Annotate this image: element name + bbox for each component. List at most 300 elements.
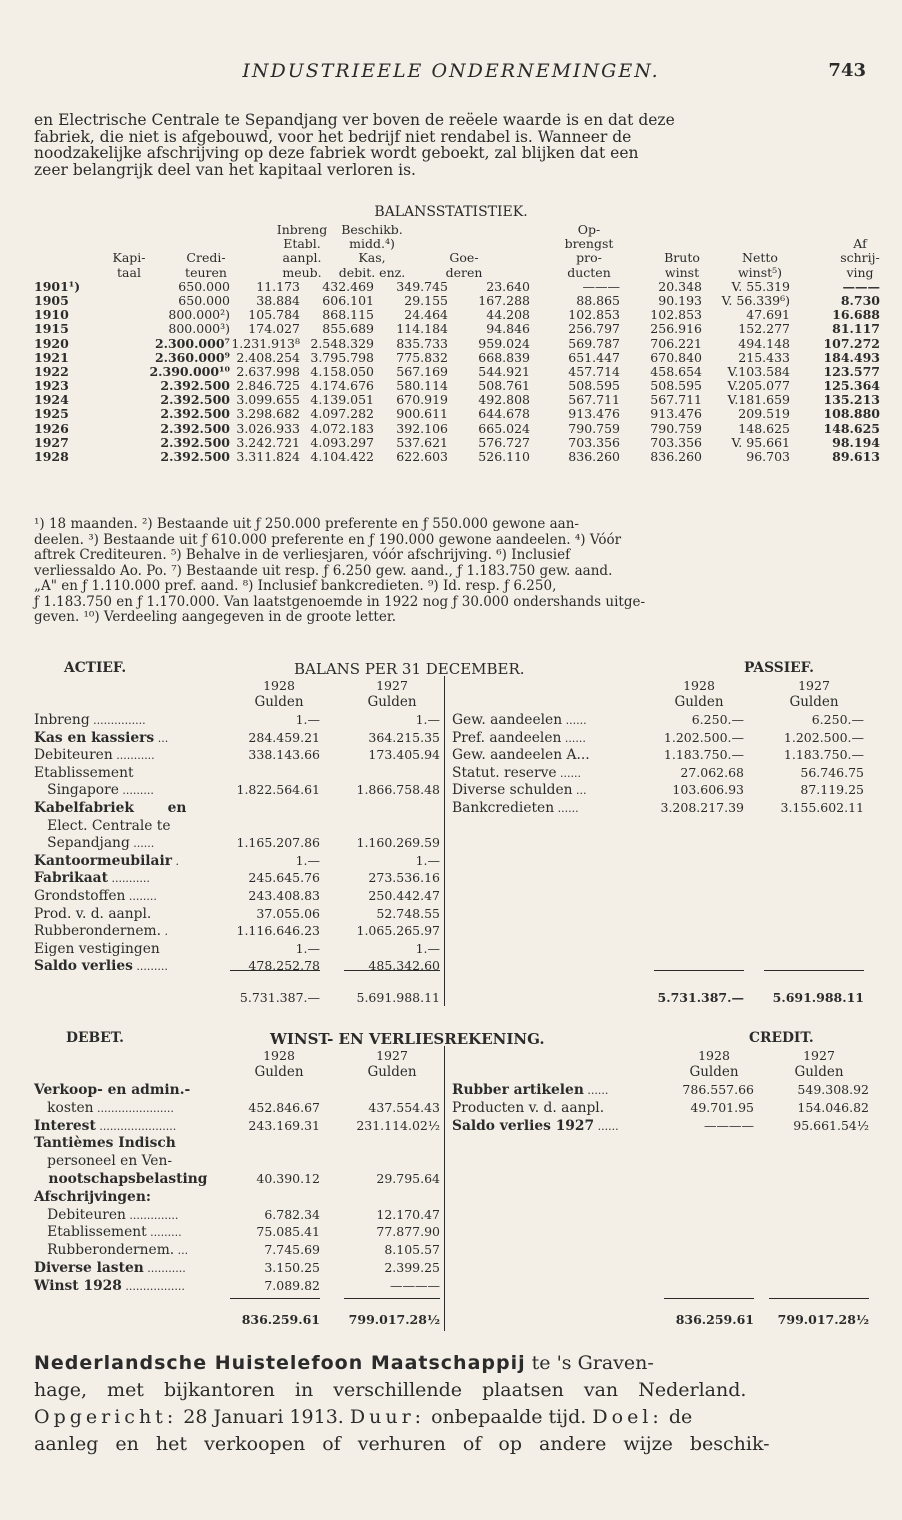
ledger-label-text: nootschapsbelasting (34, 1171, 208, 1187)
table-cell: 24.464 (404, 307, 448, 323)
year-head: 1928 (263, 678, 295, 693)
table-cell: 4.174.676 (310, 378, 374, 394)
ledger-label-text: Saldo verlies 1927 (452, 1117, 595, 1134)
ledger-label-text: Pref. aandeelen (452, 729, 562, 746)
table-cell: 508.761 (478, 378, 530, 394)
ledger-label-text: personeel en Ven- (34, 1153, 172, 1170)
column-header: Inbreng (276, 222, 328, 237)
year-head: 1927 (798, 678, 830, 693)
ledger-amount: 40.390.12 (256, 1171, 320, 1186)
ledger-label-text: Diverse schulden (452, 782, 573, 799)
table-cell: 3.311.824 (236, 449, 300, 464)
table-cell: 3.099.655 (236, 392, 300, 408)
column-header: Credi- (186, 250, 226, 266)
ledger-label (34, 870, 150, 886)
table-cell: 569.787 (568, 335, 620, 351)
table-cell: 706.221 (650, 335, 702, 351)
leader-dots: ......... (132, 960, 168, 974)
table-header-row (34, 250, 880, 264)
ledger-label-text: Grondstoffen (34, 888, 126, 904)
table-cell: 836.260 (568, 449, 620, 464)
column-header: ving (846, 264, 874, 280)
column-header: Af (853, 236, 867, 252)
leader-dots: ........... (143, 1262, 186, 1275)
ledger-label (34, 1171, 207, 1187)
column-header: Netto (742, 250, 778, 266)
table-cell: 23.640 (486, 278, 530, 294)
intro-line: fabriek, die niet is afgebouwd, voor het bedrijf niet rendabel is. Wanneer de (34, 127, 632, 146)
unit-head: Gulden (674, 694, 724, 710)
table-cell: 20.348 (658, 278, 702, 294)
ledger-amount: 243.408.83 (248, 888, 320, 903)
ledger-label (34, 1224, 182, 1240)
leader-dots: ...... (554, 802, 579, 815)
ledger-label-text: Winst 1928 (34, 1277, 122, 1294)
table-cell: V.181.659 (727, 392, 790, 408)
total-rule (344, 1298, 440, 1299)
total-rule (769, 1298, 869, 1299)
table-cell: 38.884 (256, 292, 300, 308)
table-cell: 537.621 (396, 434, 448, 450)
ledger-amount: 1.— (415, 712, 440, 727)
table-row (34, 435, 880, 449)
year-head: 1927 (376, 1048, 408, 1063)
column-header: meub. (282, 264, 322, 280)
year-cell: 1924 (34, 392, 69, 408)
table-cell: 89.613 (832, 449, 880, 464)
ledger-label-text: Eigen vestigingen (34, 940, 160, 957)
ledger-amount: 7.089.82 (264, 1277, 320, 1293)
leader-dots: . (161, 925, 169, 939)
table-cell: 508.595 (650, 378, 702, 394)
table-cell: 2.637.998 (236, 363, 300, 379)
table-cell: 790.759 (568, 420, 620, 436)
table-cell: 3.795.798 (310, 349, 374, 365)
ledger-amount: 1.116.646.23 (236, 923, 320, 939)
ledger-label-text: Gew. aandeelen A... (452, 747, 590, 764)
total-rule (230, 970, 320, 971)
leader-dots: . (172, 854, 179, 868)
ledger-label (34, 1278, 185, 1294)
ledger-label-text: Prod. v. d. aanpl. (34, 905, 152, 922)
ledger-amount: 1.866.758.48 (356, 782, 440, 798)
company-text: te 's Graven- (525, 1352, 654, 1374)
ledger-label (452, 1082, 608, 1098)
column-header: Etabl. (283, 236, 321, 252)
total-rule (344, 970, 440, 971)
column-header: debit. enz. (338, 264, 406, 280)
table-cell: 209.519 (738, 406, 790, 422)
ledger-label (452, 730, 586, 746)
column-header: ducten (567, 264, 611, 280)
leader-dots: ... (154, 731, 169, 745)
year-head: 1927 (376, 678, 408, 693)
ledger-label-text: Inbreng (34, 712, 90, 728)
ledger-amount: 478.252.78 (248, 958, 320, 974)
table-cell: 670.840 (650, 349, 702, 365)
table-cell: 107.272 (823, 335, 880, 351)
table-cell: 790.759 (650, 420, 702, 436)
table-cell: 148.625 (823, 420, 880, 436)
ledger-amount: 1.— (295, 712, 320, 727)
doel-value: de (662, 1406, 693, 1428)
leader-dots: ...... (556, 766, 582, 780)
table-cell: 47.691 (746, 307, 790, 323)
actief-heading: ACTIEF. (64, 660, 127, 676)
ledger-amount: 75.085.41 (256, 1224, 320, 1240)
year-cell: 1925 (34, 406, 69, 422)
table-cell: V.205.077 (727, 378, 790, 394)
ledger-label-text: Kabelfabriek en (34, 800, 187, 816)
table-cell: V. 55.319 (731, 278, 790, 294)
table-cell: 152.277 (738, 321, 790, 337)
table-cell: 11.173 (256, 278, 300, 294)
ledger-amount: ———— (390, 1277, 440, 1293)
ledger-label (34, 765, 134, 781)
table-cell: 913.476 (568, 406, 620, 422)
ledger-label-text: Debiteuren (34, 747, 113, 764)
table-cell: 868.115 (322, 307, 374, 323)
table-cell: 2.392.500 (160, 392, 230, 408)
ledger-label-text: Etablissement (34, 1224, 147, 1241)
ledger-label-text: Statut. reserve (452, 764, 557, 781)
table-cell: 392.106 (396, 420, 448, 436)
pl-total: 836.259.61 (241, 1312, 320, 1327)
table-cell: 4.097.282 (310, 406, 374, 422)
column-header: deren (445, 264, 483, 280)
ledger-label-text: Interest (34, 1117, 96, 1134)
table-cell: 526.110 (478, 449, 530, 464)
passief-heading: PASSIEF. (744, 660, 814, 676)
table-row (34, 406, 880, 420)
table-header-row (34, 265, 880, 279)
ledger-label-text: Kas en kassiers (34, 729, 155, 746)
year-cell: 1905 (34, 292, 69, 308)
footnote-line: ¹) 18 maanden. ²) Bestaande uit ƒ 250.000 preferente en ƒ 550.000 gewone aan- (34, 516, 579, 532)
ledger-label-text: kosten (34, 1099, 94, 1116)
table-cell: 102.853 (568, 307, 620, 323)
year-cell: 1928 (34, 449, 69, 464)
leader-dots: .............. (125, 1208, 179, 1222)
column-header: Beschikb. (341, 222, 403, 237)
unit-head: Gulden (254, 694, 304, 710)
table-cell: 668.839 (478, 349, 530, 365)
opgericht-value: 28 Januari 1913. (177, 1406, 350, 1428)
ledger-amount: 3.155.602.11 (780, 800, 864, 815)
ledger-label (34, 818, 171, 834)
year-head: 1928 (263, 1048, 295, 1063)
table-row (34, 293, 880, 307)
table-cell: 148.625 (738, 420, 790, 436)
table-cell: 135.213 (823, 392, 880, 408)
ledger-amount: 95.661.54½ (793, 1117, 869, 1133)
table-cell: 2.392.500 (160, 420, 230, 436)
table-cell: 2.408.254 (236, 349, 300, 365)
table-row (34, 321, 880, 335)
ledger-label (34, 712, 146, 728)
ledger-amount: 6.782.34 (264, 1206, 320, 1222)
ledger-amount: 1.— (415, 940, 440, 956)
ledger-label-text: Elect. Centrale te (34, 817, 171, 834)
page-number: 743 (828, 60, 866, 81)
ledger-amount: 1.065.265.97 (356, 923, 440, 939)
table-header-row (34, 222, 880, 236)
table-cell: 102.853 (650, 307, 702, 323)
ledger-label (452, 747, 590, 763)
total-rule (230, 1298, 320, 1299)
unit-head: Gulden (789, 694, 839, 710)
year-cell: 1901¹) (34, 278, 81, 294)
leader-dots: ...................... (95, 1119, 177, 1133)
unit-head: Gulden (254, 1064, 304, 1080)
table-row (34, 392, 880, 406)
ledger-amount: 284.459.21 (248, 729, 320, 745)
leader-dots: ...... (561, 731, 586, 745)
table-cell: 184.493 (823, 349, 880, 365)
table-cell: 114.184 (396, 321, 448, 337)
table-cell: 2.846.725 (236, 378, 300, 394)
table-cell: 644.678 (478, 406, 530, 422)
year-cell: 1921 (34, 349, 69, 365)
company-line: hage, met bijkantoren in verschillende plaatsen van Nederland. (34, 1379, 747, 1401)
table-cell: 4.093.297 (310, 434, 374, 450)
table-cell: 665.024 (478, 420, 530, 436)
ledger-amount: 56.746.75 (800, 764, 864, 780)
ledger-amount: ———— (704, 1117, 754, 1133)
ledger-amount: 549.308.92 (797, 1082, 869, 1097)
footnote-line: „A" en ƒ 1.110.000 pref. aand. ⁸) Inclusief bankcredieten. ⁹) Id. resp. ƒ 6.250, (34, 578, 557, 594)
ledger-label-text: Saldo verlies (34, 958, 133, 975)
ledger-amount: 250.442.47 (368, 888, 440, 903)
table-cell: 703.356 (568, 434, 620, 450)
year-cell: 1923 (34, 378, 69, 394)
company-line (34, 1404, 868, 1431)
column-header: winst (664, 264, 700, 280)
column-divider (444, 676, 445, 1006)
total-rule (664, 1298, 754, 1299)
table-cell: 567.711 (568, 392, 620, 408)
balans-statistiek-table (34, 222, 880, 463)
ledger-amount: 3.150.25 (264, 1260, 320, 1275)
intro-line: noodzakelijke afschrijving op deze fabriek wordt geboekt, zal blijken dat een (34, 144, 639, 162)
ledger-amount: 77.877.90 (376, 1224, 440, 1240)
table-cell: 174.027 (248, 321, 300, 337)
year-cell: 1927 (34, 434, 69, 450)
ledger-amount: 1.— (295, 852, 320, 868)
leader-dots: ...................... (93, 1101, 174, 1115)
ledger-amount: 1.183.750.— (783, 747, 864, 763)
leader-dots: ...... (562, 714, 587, 727)
footnote-line: geven. ¹⁰) Verdeeling aangegeven in de groote letter. (34, 609, 397, 625)
ledger-label-text: Fabrikaat (34, 870, 108, 887)
doel-label: Doel: (592, 1406, 663, 1428)
table-cell: 567.711 (650, 392, 702, 408)
table-cell: 2.548.329 (310, 335, 374, 351)
table-row (34, 279, 880, 293)
table-cell: 651.447 (568, 349, 620, 365)
ledger-label (34, 1100, 174, 1116)
leader-dots: ... (572, 784, 587, 798)
table-cell: 855.689 (322, 321, 374, 337)
total-rule (654, 970, 744, 971)
duur-value: onbepaalde tijd. (425, 1406, 593, 1428)
column-header: pro- (576, 250, 602, 266)
ledger-amount: 1.165.207.86 (236, 835, 320, 851)
intro-line: en Electrische Centrale te Sepandjang ver boven de reëele waarde is en dat deze (34, 111, 675, 129)
unit-head: Gulden (367, 1064, 417, 1080)
ledger-amount: 6.250.— (811, 712, 864, 727)
year-cell: 1915 (34, 321, 69, 337)
column-header: aanpl. (282, 250, 322, 266)
balance-total: 5.691.988.11 (772, 990, 864, 1005)
ledger-label (34, 1118, 176, 1134)
table-cell: V. 56.339⁶) (721, 292, 790, 308)
ledger-label (34, 1135, 176, 1151)
table-cell: 2.360.000⁹ (154, 349, 230, 365)
leader-dots: ... (174, 1244, 189, 1258)
company-line: aanleg en het verkoopen of verhuren of op andere wijze beschik- (34, 1433, 770, 1455)
ledger-label (452, 800, 579, 816)
table-cell: 900.611 (396, 406, 448, 422)
pl-total: 799.017.28½ (348, 1312, 440, 1327)
ledger-amount: 245.645.76 (248, 870, 320, 886)
table-row (34, 307, 880, 321)
ledger-label (34, 747, 155, 763)
footnote-line: verliessaldo Ao. Po. ⁷) Bestaande uit resp. ƒ 6.250 gew. aand., ƒ 1.183.750 gew. aand. (34, 562, 613, 579)
table-cell: 29.155 (404, 292, 448, 308)
ledger-label-text: Etablissement (34, 764, 134, 781)
balance-sheet (34, 660, 868, 1020)
ledger-label-text: Gew. aandeelen (452, 712, 563, 728)
table-cell: 349.745 (396, 278, 448, 294)
ledger-amount: 1.202.500.— (783, 729, 864, 745)
ledger-amount: 2.399.25 (384, 1260, 440, 1275)
table-row (34, 364, 880, 378)
ledger-label (452, 1118, 619, 1134)
ledger-label-text: Bankcredieten (452, 800, 555, 816)
column-header: teuren (185, 264, 227, 280)
table-cell: 81.117 (832, 321, 880, 337)
leader-dots: ...... (594, 1119, 619, 1133)
table-cell: V.103.584 (727, 363, 790, 379)
ledger-label (34, 1153, 172, 1169)
ledger-amount: 437.554.43 (368, 1099, 440, 1115)
table-cell: 1.231.913⁸ (231, 335, 300, 351)
ledger-label (452, 712, 587, 728)
ledger-label-text: Debiteuren (34, 1206, 126, 1223)
balance-total: 5.731.387.— (239, 990, 320, 1005)
ledger-amount: 8.105.57 (384, 1242, 440, 1258)
table-row (34, 449, 880, 463)
column-divider (444, 1046, 445, 1331)
column-header: schrij- (840, 250, 880, 266)
ledger-amount: 103.606.93 (672, 782, 744, 798)
balance-total: 5.731.387.— (657, 990, 744, 1005)
table-cell: 432.469 (322, 278, 374, 294)
ledger-amount: 154.046.82 (797, 1099, 869, 1115)
table-cell: 606.101 (322, 292, 374, 308)
footnotes (34, 517, 868, 626)
table-cell: 800.000²) (168, 307, 230, 323)
intro-paragraph (34, 112, 868, 178)
ledger-amount: 173.405.94 (368, 747, 440, 763)
ledger-amount: 1.822.564.61 (236, 782, 320, 798)
ledger-amount: 87.119.25 (800, 782, 864, 798)
ledger-label (34, 800, 186, 816)
ledger-amount: 3.208.217.39 (660, 800, 744, 815)
ledger-label (34, 1260, 186, 1276)
column-header: Bruto (664, 250, 700, 266)
table-row (34, 421, 880, 435)
year-head: 1927 (803, 1048, 835, 1063)
table-cell: 105.784 (248, 307, 300, 323)
ledger-amount: 49.701.95 (690, 1099, 754, 1115)
ledger-label (34, 906, 151, 922)
table-cell: 458.654 (650, 363, 702, 379)
profit-loss-title: WINST- EN VERLIESREKENING. (270, 1030, 545, 1048)
pl-total: 799.017.28½ (777, 1312, 869, 1327)
table-cell: 167.288 (478, 292, 530, 308)
leader-dots: ......... (118, 784, 154, 798)
ledger-label-text: Producten v. d. aanpl. (452, 1099, 605, 1116)
table-cell: 492.808 (478, 392, 530, 408)
company-name: Nederlandsche Huistelefoon Maatschappij (34, 1352, 526, 1374)
table-cell: 4.072.183 (310, 420, 374, 436)
table-cell: 494.148 (738, 335, 790, 351)
table-cell: 8.730 (840, 292, 880, 308)
ledger-label-text: Singapore (34, 782, 119, 799)
ledger-label (34, 853, 179, 869)
table-cell: 622.603 (396, 449, 448, 464)
table-cell: 3.298.682 (236, 406, 300, 422)
ledger-amount: 273.536.16 (368, 870, 440, 886)
unit-head: Gulden (794, 1064, 844, 1080)
table-cell: 959.024 (478, 335, 530, 351)
column-header: Op- (577, 222, 601, 237)
ledger-amount: 52.748.55 (376, 905, 440, 921)
ledger-label-text: Rubber artikelen (452, 1082, 584, 1098)
opgericht-label: Opgericht: (34, 1406, 178, 1428)
ledger-label (452, 1100, 604, 1116)
ledger-amount: 1.— (295, 940, 320, 956)
leader-dots: ......... (146, 1226, 182, 1240)
column-header: winst⁵) (737, 264, 783, 280)
leader-dots: ...... (583, 1084, 609, 1097)
table-cell: ——— (582, 278, 620, 294)
table-cell: 2.392.500 (160, 406, 230, 422)
ledger-label-text: Sepandjang (34, 835, 130, 852)
ledger-amount: 1.— (415, 852, 440, 868)
year-head: 1928 (698, 1048, 730, 1063)
column-header: Kas, (358, 250, 386, 266)
table-cell: 256.797 (568, 321, 620, 337)
table-cell: 96.703 (746, 449, 790, 464)
table-cell: 580.114 (396, 378, 448, 394)
ledger-amount: 485.342.60 (368, 958, 440, 974)
table-cell: 2.392.500 (160, 378, 230, 394)
ledger-label (34, 1082, 190, 1098)
year-head: 1928 (683, 678, 715, 693)
table-cell: 125.364 (823, 378, 880, 394)
table-cell: 2.392.500 (160, 449, 230, 464)
table-cell: 98.194 (832, 434, 880, 450)
table-cell: 576.727 (478, 434, 530, 450)
ledger-amount: 364.215.35 (368, 729, 440, 745)
column-header: taal (117, 264, 141, 280)
ledger-amount: 12.170.47 (376, 1206, 440, 1222)
column-header: Kapi- (112, 250, 146, 266)
year-cell: 1926 (34, 420, 69, 436)
